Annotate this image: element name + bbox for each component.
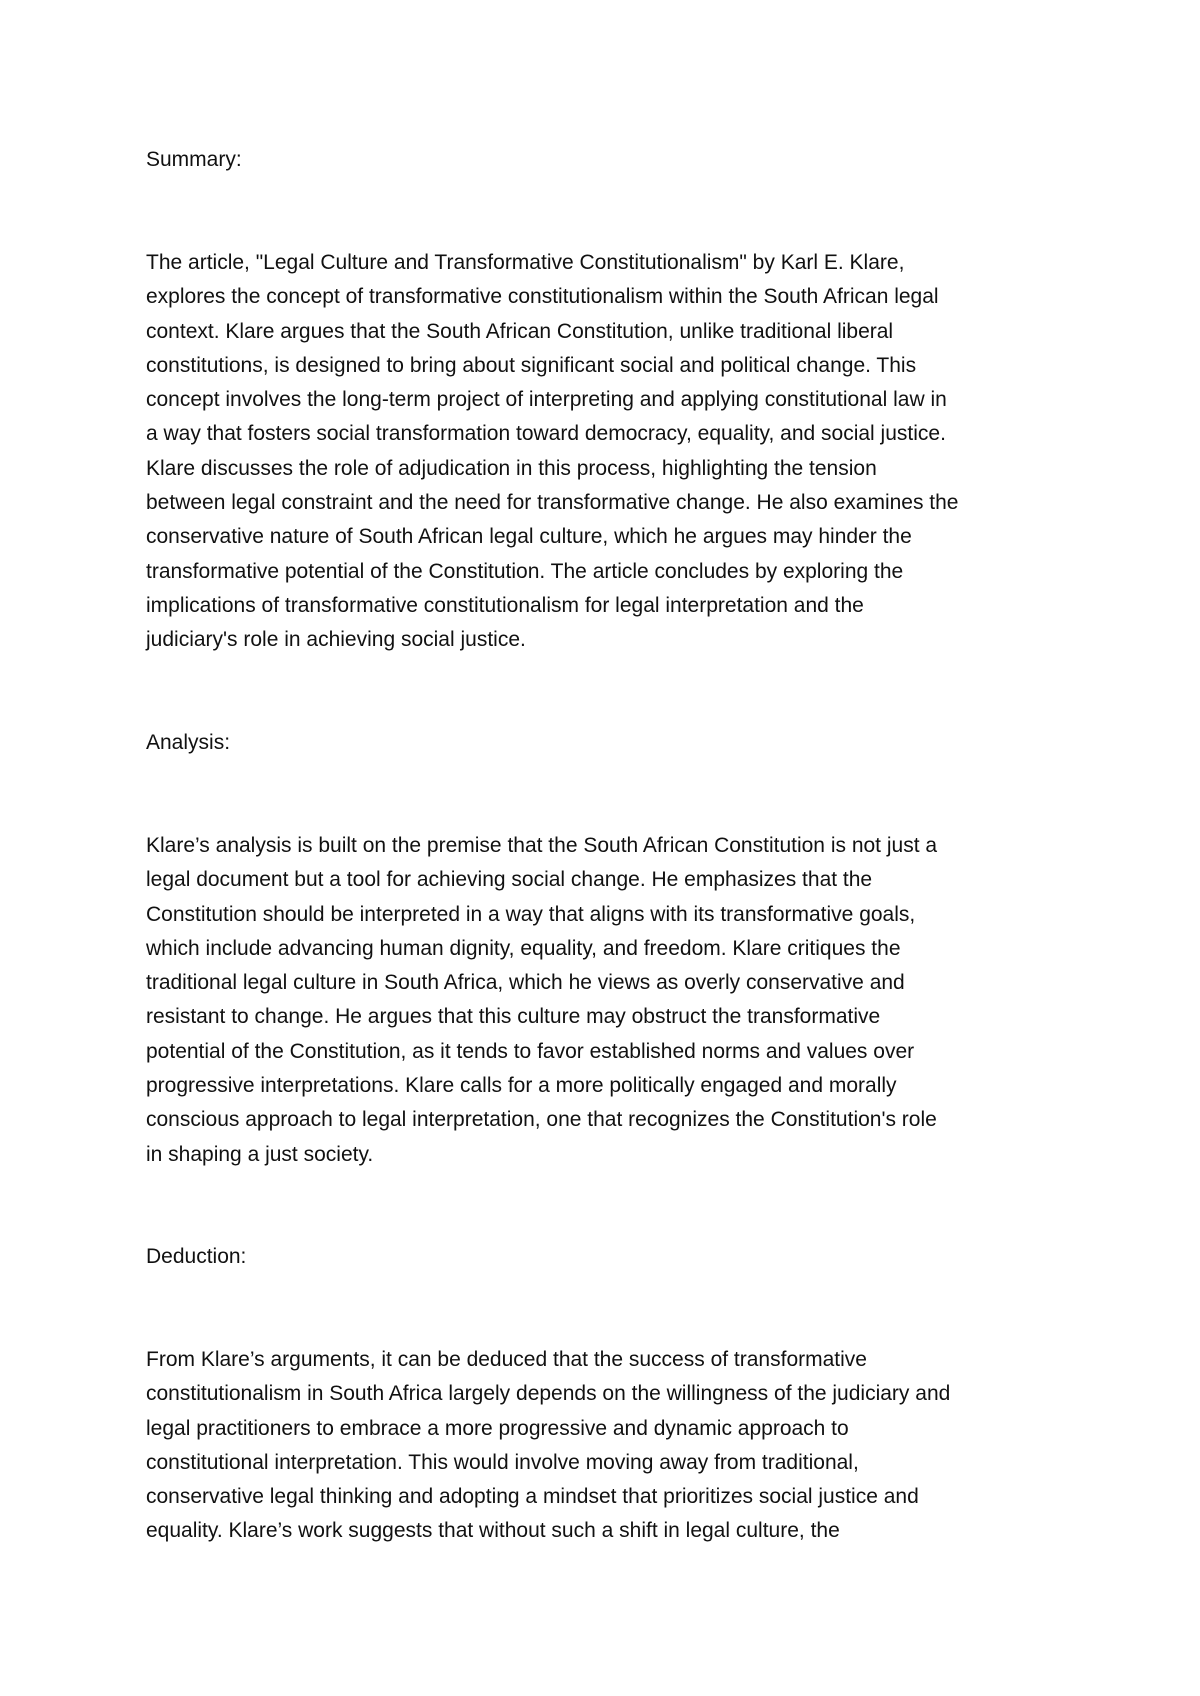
summary-line: implications of transformative constitutionalism for legal interpretation and the xyxy=(146,593,864,617)
deduction-line: legal practitioners to embrace a more progressive and dynamic approach to xyxy=(146,1416,849,1440)
analysis-heading: Analysis: xyxy=(146,731,231,754)
analysis-line: progressive interpretations. Klare calls for a more politically engaged and morally xyxy=(146,1074,897,1098)
summary-paragraph xyxy=(146,246,1066,658)
deduction-line: conservative legal thinking and adopting a mindset that prioritizes social justice and xyxy=(146,1485,919,1509)
deduction-line: constitutional interpretation. This would involve moving away from traditional, xyxy=(146,1450,859,1474)
analysis-line: conscious approach to legal interpretation, one that recognizes the Constitution's role xyxy=(146,1108,937,1132)
analysis-line: resistant to change. He argues that this culture may obstruct the transformative xyxy=(146,1005,881,1029)
summary-line: concept involves the long-term project of interpreting and applying constitutional law in xyxy=(146,388,947,412)
summary-line: between legal constraint and the need for transformative change. He also examines the xyxy=(146,491,959,515)
deduction-paragraph xyxy=(146,1343,1066,1549)
summary-line: explores the concept of transformative constitutionalism within the South African legal xyxy=(146,285,939,309)
summary-line: judiciary's role in achieving social justice. xyxy=(146,628,526,652)
analysis-line: legal document but a tool for achieving social change. He emphasizes that the xyxy=(146,868,873,892)
analysis-line: traditional legal culture in South Africa, which he views as overly conservative and xyxy=(146,971,905,995)
analysis-line: potential of the Constitution, as it tends to favor established norms and values over xyxy=(146,1039,915,1063)
deduction-line: equality. Klare’s work suggests that without such a shift in legal culture, the xyxy=(146,1519,840,1543)
summary-line: a way that fosters social transformation toward democracy, equality, and social justice. xyxy=(146,422,946,446)
summary-line: constitutions, is designed to bring about significant social and political change. This xyxy=(146,353,917,377)
summary-line: context. Klare argues that the South African Constitution, unlike traditional liberal xyxy=(146,319,894,343)
deduction-line: constitutionalism in South Africa largely depends on the willingness of the judiciary and xyxy=(146,1382,951,1406)
summary-line: conservative nature of South African legal culture, which he argues may hinder the xyxy=(146,525,912,549)
analysis-line: which include advancing human dignity, equality, and freedom. Klare critiques the xyxy=(146,936,901,960)
analysis-paragraph xyxy=(146,829,1066,1172)
analysis-line: Constitution should be interpreted in a way that aligns with its transformative goals, xyxy=(146,902,916,926)
analysis-line: in shaping a just society. xyxy=(146,1142,374,1166)
summary-line: transformative potential of the Constitution. The article concludes by exploring the xyxy=(146,559,904,583)
analysis-line: Klare’s analysis is built on the premise that the South African Constitution is not just a xyxy=(146,834,938,857)
deduction-heading: Deduction: xyxy=(146,1245,247,1268)
summary-line: The article, "Legal Culture and Transformative Constitutionalism" by Karl E. Klare, xyxy=(146,251,905,274)
summary-line: Klare discusses the role of adjudication in this process, highlighting the tension xyxy=(146,456,877,480)
summary-heading: Summary: xyxy=(146,148,242,171)
deduction-line: From Klare’s arguments, it can be deduced that the success of transformative xyxy=(146,1348,867,1371)
